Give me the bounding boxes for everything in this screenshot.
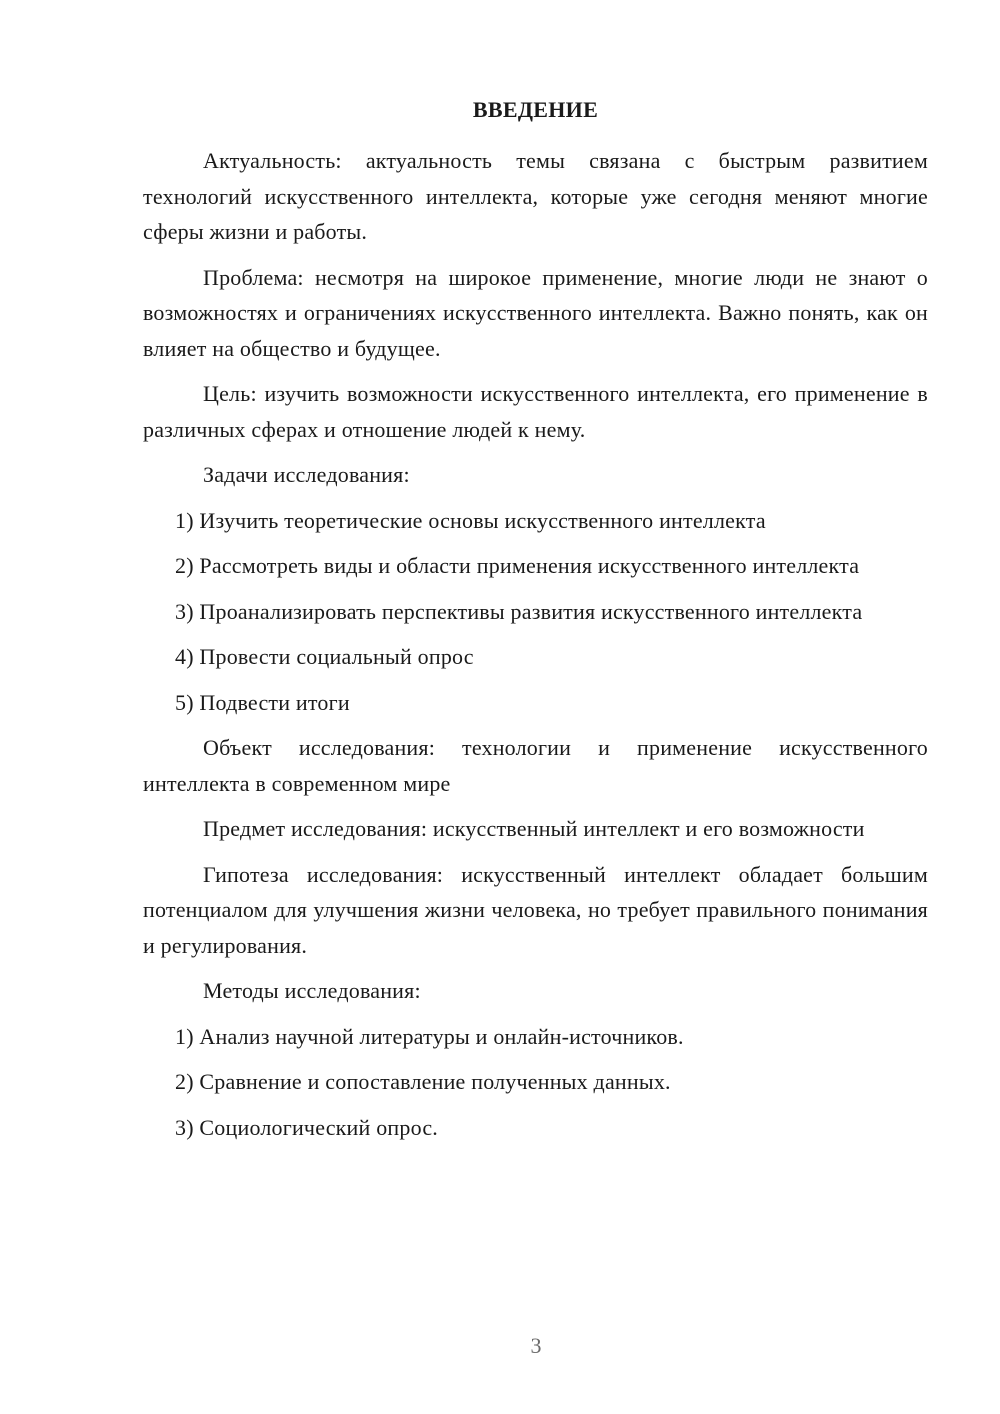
task-item-4: 4) Провести социальный опрос [175, 644, 474, 669]
tasks-heading: Задачи исследования: [203, 462, 410, 487]
document-page [143, 96, 928, 1155]
task-item-2: 2) Рассмотреть виды и области применения искусственного интеллекта [175, 553, 860, 578]
method-item-3: 3) Социологический опрос. [175, 1114, 438, 1140]
task-item-5: 5) Подвести итоги [175, 689, 350, 715]
methods-heading: Методы исследования: [203, 978, 421, 1003]
goal-paragraph: Цель: изучить возможности искусственного интеллекта, его применение в различных сферах и отношение людей к нему. [143, 381, 928, 442]
method-item-1: 1) Анализ научной литературы и онлайн-источников. [175, 1023, 684, 1049]
relevance-paragraph: Актуальность: актуальность темы связана с быстрым развитием технологий искусственного интеллекта, которые уже сегодня меняют многие сферы жизни и работы. [143, 148, 928, 244]
task-item-3: 3) Проанализировать перспективы развития искусственного интеллекта [175, 598, 863, 624]
subject-paragraph: Предмет исследования: искусственный интеллект и его возможности [203, 816, 865, 841]
hypothesis-paragraph: Гипотеза исследования: искусственный интеллект обладает большим потенциалом для улучшения жизни человека, но требует правильного понимания и регулирования. [143, 861, 928, 958]
task-item-1: 1) Изучить теоретические основы искусственного интеллекта [175, 507, 766, 533]
problem-paragraph: Проблема: несмотря на широкое применение, многие люди не знают о возможностях и ограничениях искусственного интеллекта. Важно понять, как он влияет на общество и будущее. [143, 264, 928, 361]
page-number: 3 [530, 1333, 542, 1358]
method-item-2: 2) Сравнение и сопоставление полученных данных. [175, 1069, 671, 1094]
object-paragraph: Объект исследования: технологии и применение искусственного интеллекта в современном мире [143, 735, 928, 796]
page-title: ВВЕДЕНИЕ [472, 97, 599, 122]
